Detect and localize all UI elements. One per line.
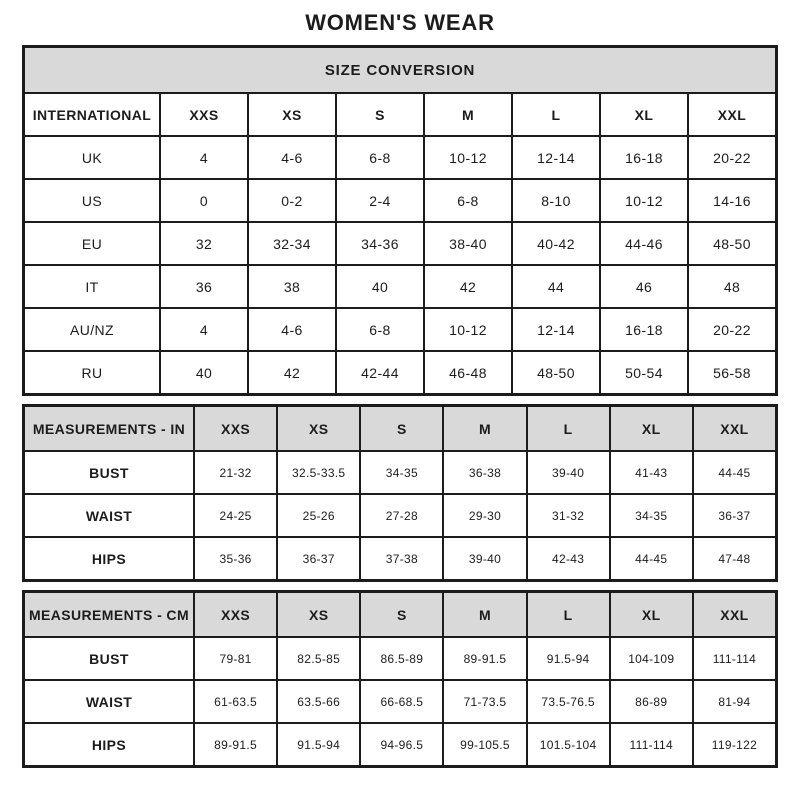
value-cell: 39-40 xyxy=(442,538,525,579)
column-header-cell: M xyxy=(442,593,525,636)
value-cell: 38-40 xyxy=(423,223,511,264)
table-row xyxy=(25,636,775,679)
value-cell: 21-32 xyxy=(193,452,276,493)
value-cell: 66-68.5 xyxy=(359,681,442,722)
column-header-cell: XL xyxy=(609,407,692,450)
value-cell: 10-12 xyxy=(423,309,511,350)
value-cell: 48-50 xyxy=(511,352,599,393)
value-cell: 86.5-89 xyxy=(359,638,442,679)
column-header-cell: XXS xyxy=(193,593,276,636)
table-row xyxy=(25,493,775,536)
value-cell: 38 xyxy=(247,266,335,307)
table-row xyxy=(25,178,775,221)
column-header-cell: XL xyxy=(599,94,687,135)
row-label-cell: EU xyxy=(81,235,103,252)
value-cell: 36-37 xyxy=(692,495,775,536)
value-cell: 91.5-94 xyxy=(526,638,609,679)
value-cell: 20-22 xyxy=(687,137,775,178)
value-cell: 34-36 xyxy=(335,223,423,264)
size-conversion-banner: SIZE CONVERSION xyxy=(25,48,775,92)
page-title: WOMEN'S WEAR xyxy=(305,10,495,35)
row-label-cell: RU xyxy=(81,364,103,381)
value-cell: 12-14 xyxy=(511,309,599,350)
value-cell: 99-105.5 xyxy=(442,724,525,765)
value-cell: 12-14 xyxy=(511,137,599,178)
value-cell: 24-25 xyxy=(193,495,276,536)
column-header-cell: S xyxy=(335,94,423,135)
value-cell: 34-35 xyxy=(609,495,692,536)
value-cell: 50-54 xyxy=(599,352,687,393)
value-cell: 63.5-66 xyxy=(276,681,359,722)
column-header-cell: S xyxy=(359,407,442,450)
table-row xyxy=(25,450,775,493)
value-cell: 37-38 xyxy=(359,538,442,579)
value-cell: 35-36 xyxy=(193,538,276,579)
value-cell: 91.5-94 xyxy=(276,724,359,765)
value-cell: 89-91.5 xyxy=(193,724,276,765)
row-label-cell: HIPS xyxy=(91,736,127,753)
value-cell: 44 xyxy=(511,266,599,307)
value-cell: 34-35 xyxy=(359,452,442,493)
value-cell: 27-28 xyxy=(359,495,442,536)
value-cell: 16-18 xyxy=(599,309,687,350)
value-cell: 48 xyxy=(687,266,775,307)
column-header-cell: XXS xyxy=(193,407,276,450)
column-header-cell: XXS xyxy=(159,94,247,135)
value-cell: 2-4 xyxy=(335,180,423,221)
column-header-cell: XL xyxy=(609,593,692,636)
value-cell: 6-8 xyxy=(335,137,423,178)
value-cell: 56-58 xyxy=(687,352,775,393)
column-header-cell: S xyxy=(359,593,442,636)
table-row xyxy=(25,350,775,393)
row-label-cell: US xyxy=(81,192,103,209)
value-cell: 81-94 xyxy=(692,681,775,722)
value-cell: 61-63.5 xyxy=(193,681,276,722)
table-row xyxy=(25,264,775,307)
value-cell: 20-22 xyxy=(687,309,775,350)
value-cell: 4 xyxy=(159,309,247,350)
value-cell: 42 xyxy=(247,352,335,393)
value-cell: 36-38 xyxy=(442,452,525,493)
value-cell: 29-30 xyxy=(442,495,525,536)
table-row xyxy=(25,221,775,264)
column-header-cell: M xyxy=(442,407,525,450)
value-cell: 36 xyxy=(159,266,247,307)
value-cell: 31-32 xyxy=(526,495,609,536)
value-cell: 119-122 xyxy=(692,724,775,765)
table-header-row xyxy=(25,593,775,636)
measurements-cm-table xyxy=(22,590,778,768)
column-header-cell: L xyxy=(526,407,609,450)
value-cell: 46 xyxy=(599,266,687,307)
table-header-label: MEASUREMENTS - IN xyxy=(25,407,193,450)
value-cell: 10-12 xyxy=(599,180,687,221)
value-cell: 82.5-85 xyxy=(276,638,359,679)
value-cell: 111-114 xyxy=(609,724,692,765)
column-header-cell: XS xyxy=(276,407,359,450)
value-cell: 44-45 xyxy=(692,452,775,493)
row-label-cell: UK xyxy=(81,149,103,166)
column-header-cell: XXL xyxy=(692,407,775,450)
table-row xyxy=(25,536,775,579)
value-cell: 89-91.5 xyxy=(442,638,525,679)
value-cell: 71-73.5 xyxy=(442,681,525,722)
row-label-cell: AU/NZ xyxy=(70,321,114,338)
value-cell: 47-48 xyxy=(692,538,775,579)
value-cell: 73.5-76.5 xyxy=(526,681,609,722)
value-cell: 36-37 xyxy=(276,538,359,579)
value-cell: 39-40 xyxy=(526,452,609,493)
table-header-label: INTERNATIONAL xyxy=(32,106,152,123)
measurements-in-table xyxy=(22,404,778,582)
value-cell: 32 xyxy=(159,223,247,264)
row-label-cell: WAIST xyxy=(85,693,133,710)
value-cell: 101.5-104 xyxy=(526,724,609,765)
value-cell: 42-44 xyxy=(335,352,423,393)
value-cell: 44-46 xyxy=(599,223,687,264)
table-header-label: MEASUREMENTS - CM xyxy=(25,593,193,636)
row-label-cell: BUST xyxy=(89,650,129,667)
row-label-cell: HIPS xyxy=(91,550,127,567)
table-row xyxy=(25,135,775,178)
column-header-cell: XS xyxy=(276,593,359,636)
column-header-cell: XXL xyxy=(687,94,775,135)
column-header-cell: M xyxy=(423,94,511,135)
value-cell: 10-12 xyxy=(423,137,511,178)
value-cell: 48-50 xyxy=(687,223,775,264)
value-cell: 111-114 xyxy=(692,638,775,679)
value-cell: 42 xyxy=(423,266,511,307)
row-label-cell: IT xyxy=(85,278,99,295)
value-cell: 94-96.5 xyxy=(359,724,442,765)
value-cell: 16-18 xyxy=(599,137,687,178)
value-cell: 32-34 xyxy=(247,223,335,264)
value-cell: 104-109 xyxy=(609,638,692,679)
size-conversion-table xyxy=(22,45,778,396)
value-cell: 86-89 xyxy=(609,681,692,722)
row-label-cell: BUST xyxy=(89,464,129,481)
value-cell: 79-81 xyxy=(193,638,276,679)
value-cell: 42-43 xyxy=(526,538,609,579)
column-header-cell: XS xyxy=(247,94,335,135)
column-header-cell: L xyxy=(526,593,609,636)
value-cell: 4-6 xyxy=(247,137,335,178)
row-label-cell: WAIST xyxy=(85,507,133,524)
table-row xyxy=(25,307,775,350)
value-cell: 6-8 xyxy=(423,180,511,221)
value-cell: 8-10 xyxy=(511,180,599,221)
value-cell: 40 xyxy=(159,352,247,393)
table-header-row xyxy=(25,407,775,450)
value-cell: 44-45 xyxy=(609,538,692,579)
table-header-row xyxy=(25,92,775,135)
table-row xyxy=(25,679,775,722)
value-cell: 46-48 xyxy=(423,352,511,393)
value-cell: 40 xyxy=(335,266,423,307)
value-cell: 32.5-33.5 xyxy=(276,452,359,493)
table-row xyxy=(25,722,775,765)
value-cell: 4-6 xyxy=(247,309,335,350)
value-cell: 4 xyxy=(159,137,247,178)
column-header-cell: XXL xyxy=(692,593,775,636)
value-cell: 0 xyxy=(159,180,247,221)
value-cell: 14-16 xyxy=(687,180,775,221)
value-cell: 0-2 xyxy=(247,180,335,221)
value-cell: 25-26 xyxy=(276,495,359,536)
column-header-cell: L xyxy=(511,94,599,135)
value-cell: 41-43 xyxy=(609,452,692,493)
value-cell: 6-8 xyxy=(335,309,423,350)
value-cell: 40-42 xyxy=(511,223,599,264)
